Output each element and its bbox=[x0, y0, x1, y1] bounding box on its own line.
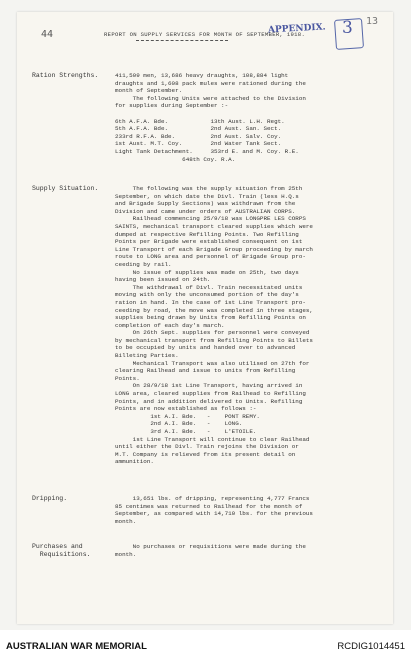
page-number-right: 13 bbox=[366, 16, 379, 27]
report-title: REPORT ON SUPPLY SERVICES FOR MONTH OF SEPTEMBER, 1918. bbox=[104, 31, 306, 38]
section-heading-dripping: Dripping. bbox=[32, 495, 68, 502]
section-text-purchases: No purchases or requisitions were made during the month. bbox=[115, 543, 306, 558]
appendix-stamp: APPENDIX. bbox=[267, 22, 326, 36]
footer-archive-name: AUSTRALIAN WAR MEMORIAL bbox=[6, 641, 147, 652]
section-heading-supply-situation: Supply Situation. bbox=[32, 185, 99, 192]
handwritten-number: 3 bbox=[342, 18, 353, 38]
title-underline bbox=[136, 40, 228, 41]
section-heading-ration-strengths: Ration Strengths. bbox=[32, 72, 99, 79]
footer-record-id: RCDIG1014451 bbox=[337, 641, 405, 652]
page-number-left: 44 bbox=[41, 29, 54, 40]
section-text-dripping: 13,651 lbs. of dripping, representing 4,777 Francs 85 centimes was returned to Railhead for the month of September, as compared with 14,710 lbs. for the previous month. bbox=[115, 495, 313, 525]
section-text-supply-situation: The following was the supply situation from 25th September, on which date the Divl. Train (less H.Q.s and Brigade Supply Sections) was withdrawn from the Division and came under orders of AUSTRALIAN CORPS. Railhead commencing 25/9/18 was LONGPRE LES CORPS SAINTS, mechanical transport cleared supplies which were dumped at respective Refilling Points. Two Refilling Points per Brigade were established consequent on 1st Line Transport of each Brigade Group proceeding by march route to LONG area and personnel of Brigade Group pro- ceeding by rail. No issue of supplies was made on 25th, two days having been issued on 24th. The withdrawal of Divl. Train necessitated units moving with only the unconsumed portion of the day's ration in hand. In the case of 1st Line Transport pro- ceeding by road, the move was completed in three stages, supplies being drawn by Units from Refilling Points on completion of each day's march. On 26th Sept. supplies for personnel were conveyed by mechanical transport from Refilling Points to Billets to be occupied by units and handed over to advanced Billeting Parties. Mechanical Transport was also utilised on 27th for clearing Railhead and issue to units from Refilling Points. On 28/9/18 1st Line Transport, having arrived in LONG area, cleared supplies from Railhead to Refilling Points, and in addition delivered to Units. Refilling Points are now established as follows :- 1st A.I. Bde. - PONT REMY. 2nd A.I. Bde. - LONG. 3rd A.I. Bde. - L'ETOILE. 1st Line Transport will continue to clear Railhead until either the Divl. Train rejoins the Division or M.T. Company is relieved from its present detail on ammunition. bbox=[115, 185, 313, 466]
section-text-ration-strengths: 411,509 men, 13,686 heavy draughts, 108,884 light draughts and 1,608 pack mules were rationed during the month of September. The following Units were attached to the Division for supplies during September :- 6th A.F.A. Bde. 13th Aust. L.H. Regt. 5th A.F.A. Bde. 2nd Aust. San. Sect. 233rd R.F.A. Bde. 2nd Aust. Salv. Coy. 1st Aust. M.T. Coy. 2nd Water Tank Sect. Light Tank Detachment. 353rd E. and M. Coy. R.E. 648th Coy. R.A. bbox=[115, 72, 306, 163]
section-heading-purchases: Purchases and Requisitions. bbox=[32, 543, 91, 558]
